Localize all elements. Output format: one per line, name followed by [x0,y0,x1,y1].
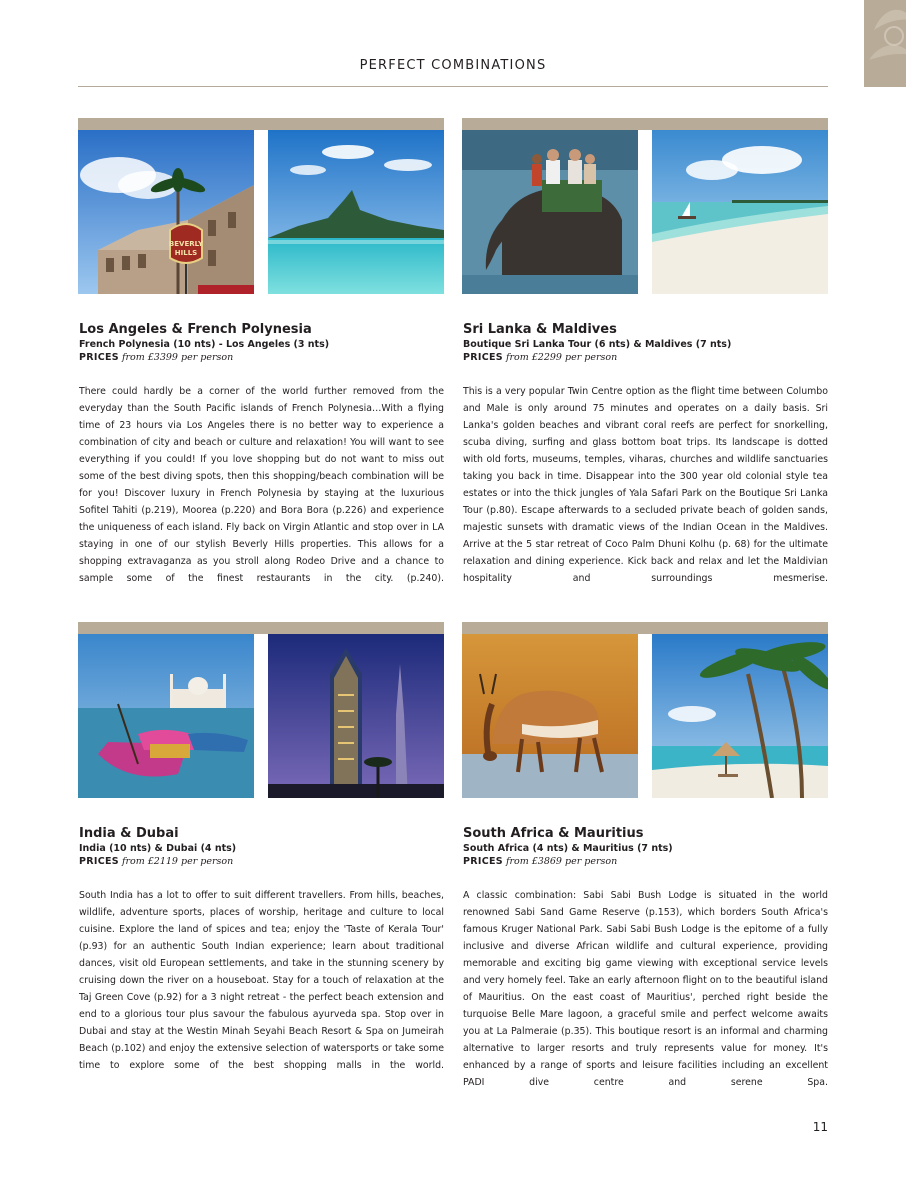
price-label: PRICES [463,352,503,363]
trip-headline [78,825,444,869]
trip-title: Sri Lanka & Maldives [463,322,617,337]
trip-headline [462,825,828,869]
taj-mahal-boats-photo [78,634,254,798]
corner-ornament [864,0,906,87]
accent-bar [78,622,444,634]
page-title: PERFECT COMBINATIONS [359,58,547,73]
trip-price [463,351,828,365]
price-label: PRICES [463,856,503,867]
trip-title: South Africa & Mauritius [463,826,644,841]
page-number: 11 [812,1120,828,1134]
trip-title: Los Angeles & French Polynesia [79,322,312,337]
polynesia-lagoon-photo [268,130,444,294]
trip-headline [462,321,828,365]
price-label: PRICES [79,352,119,363]
trip-description: A classic combination: Sabi Sabi Bush Lodge is situated in the world renowned Sabi Sand Game Reserve (p.153), which borders South Africa's famous Kruger National Park. Sabi Sabi Bush Lodge is the epitome of a fully inclusive and diverse African wildlife and cultural experience, providing memorable and exciting big game viewing with exceptional service levels and very homely feel. Take an early afternoon flight on to the beautiful island of Mauritius. On the east coast of Mauritius', perched right beside the turquoise Belle Mare lagoon, a graceful smile and perfect welcome awaits you at La Palmeraie (p.35). This boutique resort is an informal and charming alternative to larger resorts and truly represents value for money. It's enhanced by a range of sports and leisure facilities including an excellent PADI dive centre and serene Spa. [463,890,828,1088]
photo-row [462,130,828,294]
price-value: from £2119 per person [121,856,234,867]
svg-text:HILLS: HILLS [174,249,198,257]
header-rule [78,86,828,87]
accent-bar [78,118,444,130]
trip-price [79,351,444,365]
photo-row [78,130,444,294]
trip-description: South India has a lot to offer to suit different travellers. From hills, beaches, wildlife, adventure sports, places of worship, heritage and culture to local cuisine. Explore the land of spices and tea; enjoy the 'Taste of Kerala Tour' (p.93) for an authentic South Indian experience; learn about traditional dances, visit old European settlements, and take in the stunning scenery by cruising down the river on a houseboat. Stay for a touch of relaxation at the Taj Green Cove (p.92) for a 3 night retreat - the perfect beach extension and end to a glorious tour plus savour the fabulous ayurveda spa. Stop over in Dubai and stay at the Westin Minah Seyahi Beach Resort & Spa on Jumeirah Beach (p.102) and enjoy the extensive selection of watersports or take some time to explore some of the best shopping malls in the world. [79,890,444,1071]
accent-bar [462,622,828,634]
price-value: from £3399 per person [121,352,234,363]
springbok-photo [462,634,638,798]
trip-headline [78,321,444,365]
photo-row [462,634,828,798]
sign-text: BEVERLY [168,240,204,248]
trip-subtitle: South Africa (4 nts) & Mauritius (7 nts) [463,843,673,854]
elephant-ride-photo [462,130,638,294]
price-label: PRICES [79,856,119,867]
accent-bar [462,118,828,130]
trip-description: This is a very popular Twin Centre option as the flight time between Columbo and Male is only around 75 minutes and operates on a daily basis. Sri Lanka's golden beaches and vibrant coral reefs are perfect for snorkelling, scuba diving, surfing and glass bottom boat trips. Its landscape is dotted with old forts, museums, temples, viharas, churches and wildlife sanctuaries taking you back in time. Disappear into the 300 year old colonial style tea estates or into the thick jungles of Yala Safari Park on the Boutique Sri Lanka Tour (p.80). Escape afterwards to a secluded private beach of golden sands, majestic sunsets with dramatic views of the Indian Ocean in the Maldives. Arrive at the 5 star retreat of Coco Palm Dhuni Kolhu (p. 68) for the ultimate relaxation and dining experience. Kick back and relax and let the Maldivian hospitality and surroundings mesmerise. [463,386,828,584]
beverly-hills-photo [78,130,254,294]
trip-title: India & Dubai [79,826,179,841]
maldives-beach-photo [652,130,828,294]
price-value: from £2299 per person [505,352,618,363]
trip-price [79,855,444,869]
price-value: from £3869 per person [505,856,618,867]
trip-price [463,855,828,869]
leaf-ornament-icon [864,0,906,87]
trip-subtitle: India (10 nts) & Dubai (4 nts) [79,843,237,854]
photo-row [78,634,444,798]
trip-card-india-dubai [78,622,444,1074]
mauritius-beach-photo [652,634,828,798]
trip-subtitle: Boutique Sri Lanka Tour (6 nts) & Maldives (7 nts) [463,339,732,350]
trip-subtitle: French Polynesia (10 nts) - Los Angeles (3 nts) [79,339,330,350]
dubai-tower-photo [268,634,444,798]
trip-description: There could hardly be a corner of the world further removed from the everyday than the South Pacific islands of French Polynesia…With a flying time of 23 hours via Los Angeles there is no better way to experience a combination of city and beach or culture and relaxation! You will want to see everything if you could! If you love shopping but do not want to miss out some of the best diving spots, then this shopping/beach combination will be for you! Discover luxury in French Polynesia by staying at the luxurious Sofitel Tahiti (p.219), Moorea (p.220) and Bora Bora (p.226) and experience the uniqueness of each island. Fly back on Virgin Atlantic and stop over in LA staying in one of our stylish Beverly Hills properties. This allows for a shopping extravaganza as you stroll along Rodeo Drive and a chance to sample some of the finest restaurants in the city. (p.240). [79,386,444,584]
trip-card-la-polynesia [78,118,444,587]
trip-card-srilanka-maldives [462,118,828,587]
trip-card-southafrica-mauritius [462,622,828,1091]
